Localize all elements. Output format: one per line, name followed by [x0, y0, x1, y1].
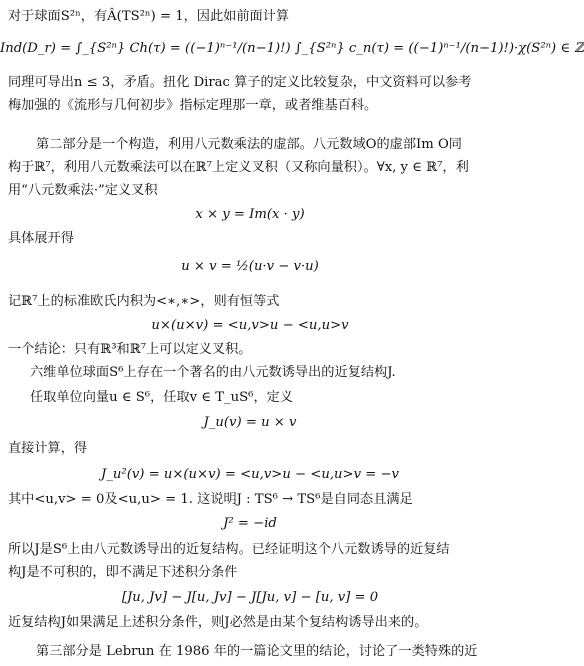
paragraph-part-three: 第三部分是 Lebrun 在 1986 年的一篇论文里的结论，讨论了一类特殊的近 — [36, 644, 478, 659]
formula-identity: u×(u×v) = <u,v>u − <u,u>v — [151, 318, 349, 333]
text-line: 一个结论：只有ℝ³和ℝ⁷上可以定义叉积。 — [8, 342, 252, 357]
text-line: 其中<u,v> = 0及<u,u> = 1. 这说明J : TS⁶ → TS⁶是自同态且满足 — [8, 492, 413, 507]
text-line: 构J是不可积的，即不满足下述积分条件 — [8, 565, 238, 580]
text-line: 近复结构J如果满足上述积分条件，则J必然是由某个复结构诱导出来的。 — [8, 615, 428, 630]
text-line: 梅加强的《流形与几何初步》指标定理那一章，或者维基百科。 — [8, 98, 378, 113]
formula-j-definition: J_u(v) = u × v — [203, 415, 297, 430]
paragraph-part-two: 第二部分是一个构造，利用八元数乘法的虚部。八元数域O的虚部Im O同 — [36, 137, 462, 152]
text-line: 六维单位球面S⁶上存在一个著名的由八元数诱导出的近复结构J. — [30, 365, 396, 380]
text-line: 所以J是S⁶上由八元数诱导出的近复结构。已经证明这个八元数诱导的近复结 — [8, 542, 450, 557]
text-line: 直接计算，得 — [8, 441, 88, 456]
text-line: 对于球面S²ⁿ，有Â(TS²ⁿ) = 1，因此如前面计算 — [8, 9, 290, 24]
text-line: 任取单位向量u ∈ S⁶，任取v ∈ T_uS⁶，定义 — [30, 390, 294, 405]
text-line: 构于ℝ⁷，利用八元数乘法可以在ℝ⁷上定义叉积（又称向量积）。∀x, y ∈ ℝ⁷，利 — [8, 160, 469, 175]
text-line: 同理可导出n ≤ 3，矛盾。扭化 Dirac 算子的定义比较复杂，中文资料可以参考 — [8, 75, 472, 90]
text-line: 记ℝ⁷上的标准欧氏内积为<∗,∗>，则有恒等式 — [8, 294, 280, 309]
formula-index: Ind(D_r) = ∫_{S²ⁿ} Ch(τ) = ((−1)ⁿ⁻¹/(n−1)!) ∫_{S²ⁿ} c_n(τ) = ((−1)ⁿ⁻¹/(n−1)!)·χ(S²ⁿ) ∈ ℤ — [0, 41, 584, 56]
formula-cross-product: x × y = Im(x · y) — [195, 207, 305, 222]
formula-expansion: u × v = ½(u·v − v·u) — [181, 259, 319, 274]
text-line: 具体展开得 — [8, 231, 74, 246]
text-line: 用“八元数乘法·”定义叉积 — [8, 183, 158, 198]
formula-j-squared: J_u²(v) = u×(u×v) = <u,v>u − <u,u>v = −v — [101, 467, 399, 482]
formula-j2-minus-id: J² = −id — [223, 516, 277, 531]
formula-integrability: [Ju, Jv] − J[u, Jv] − J[Ju, v] − [u, v] = 0 — [121, 590, 379, 605]
